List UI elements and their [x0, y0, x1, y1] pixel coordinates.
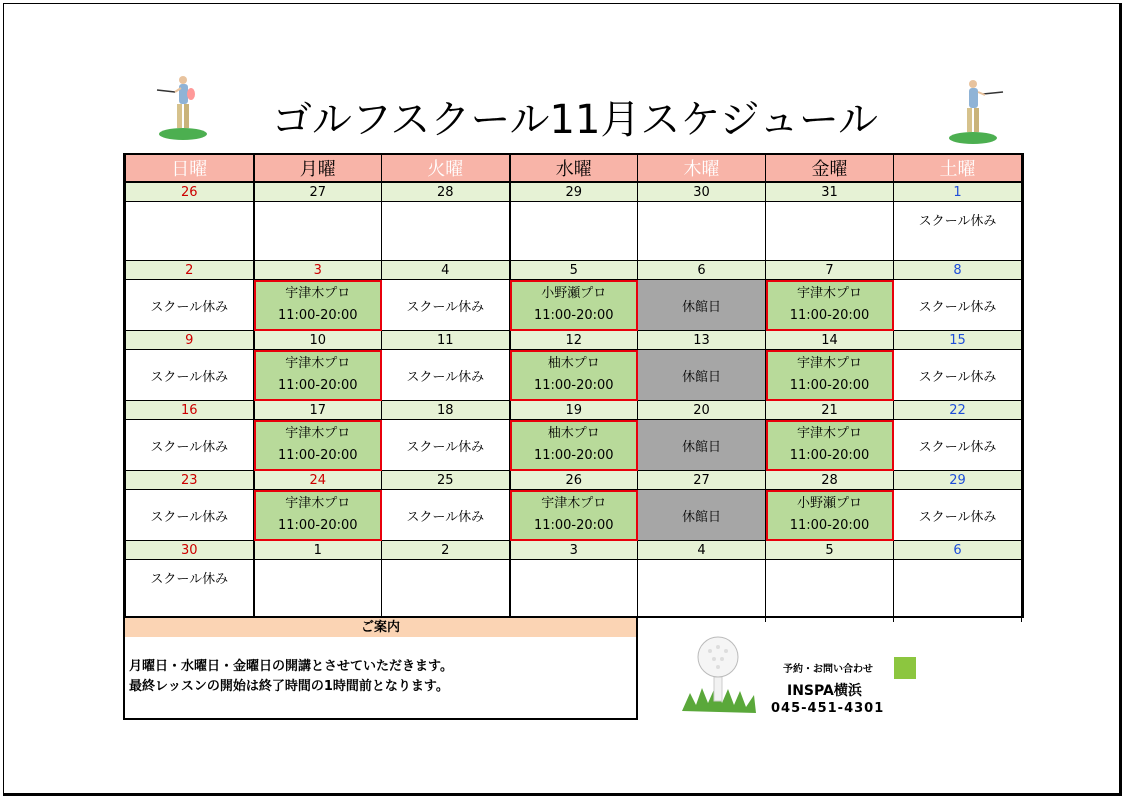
day-number: 20: [638, 401, 766, 420]
weekday-header-mon: 月曜: [254, 155, 382, 182]
lesson-cell: [254, 420, 382, 471]
empty-cell: [510, 560, 638, 623]
lesson-cell: [254, 490, 382, 541]
calendar-table: [125, 155, 1022, 622]
lesson-time: 11:00-20:00: [533, 308, 614, 323]
lesson-cell: [766, 280, 894, 331]
contact-name: INSPA横浜: [787, 683, 862, 699]
closed-day-cell: 休館日: [638, 490, 766, 541]
day-number: 6: [638, 261, 766, 280]
empty-cell: [766, 560, 894, 623]
no-school-cell: スクール休み: [382, 350, 510, 401]
coach-name: 宇津木プロ: [796, 286, 862, 301]
schedule-row: [126, 202, 1022, 261]
day-number: 19: [510, 401, 638, 420]
page-title: ゴルフスクール11月スケジュール: [271, 97, 879, 143]
day-number: 26: [126, 182, 254, 202]
day-number-row: [126, 541, 1022, 560]
golfer-illustration-left: [155, 72, 215, 142]
schedule-row: [126, 560, 1022, 623]
lesson-time: 11:00-20:00: [277, 378, 358, 393]
coach-name: 宇津木プロ: [285, 426, 351, 441]
schedule-row: [126, 490, 1022, 541]
no-school-cell: スクール休み: [894, 202, 1022, 261]
day-number: 10: [254, 331, 382, 350]
lesson-time: 11:00-20:00: [533, 518, 614, 533]
lesson-cell: [510, 350, 638, 401]
info-line-2: 最終レッスンの開始は終了時間の1時間前となります。: [129, 679, 449, 694]
empty-cell: [638, 202, 766, 261]
coach-name: 宇津木プロ: [285, 286, 351, 301]
contact-label: 予約・お問い合わせ: [783, 664, 873, 675]
day-number: 25: [382, 471, 510, 490]
day-number: 29: [894, 471, 1022, 490]
day-number-row: [126, 471, 1022, 490]
day-number: 21: [766, 401, 894, 420]
no-school-cell: スクール休み: [894, 350, 1022, 401]
day-number: 2: [126, 261, 254, 280]
day-number: 7: [766, 261, 894, 280]
empty-cell: [126, 202, 254, 261]
day-number: 30: [638, 182, 766, 202]
weekday-header-row: [126, 155, 1022, 182]
closed-day-cell: 休館日: [638, 280, 766, 331]
inspa-logo-icon: [894, 657, 916, 679]
day-number: 29: [510, 182, 638, 202]
info-box: [123, 618, 638, 720]
info-body: [125, 637, 636, 697]
day-number: 8: [894, 261, 1022, 280]
coach-name: 柚木プロ: [547, 426, 600, 441]
weekday-header-tue: 火曜: [382, 155, 510, 182]
empty-cell: [382, 202, 510, 261]
coach-name: 宇津木プロ: [541, 496, 607, 511]
lesson-time: 11:00-20:00: [277, 448, 358, 463]
day-number-row: [126, 182, 1022, 202]
lesson-time: 11:00-20:00: [789, 308, 870, 323]
no-school-cell: スクール休み: [126, 560, 254, 623]
weekday-header-wed: 水曜: [510, 155, 638, 182]
day-number: 18: [382, 401, 510, 420]
coach-name: 宇津木プロ: [285, 356, 351, 371]
no-school-cell: スクール休み: [894, 280, 1022, 331]
lesson-cell: [254, 350, 382, 401]
lesson-time: 11:00-20:00: [277, 518, 358, 533]
lesson-time: 11:00-20:00: [533, 378, 614, 393]
day-number: 14: [766, 331, 894, 350]
lesson-time: 11:00-20:00: [789, 518, 870, 533]
lesson-cell: [766, 420, 894, 471]
day-number: 11: [382, 331, 510, 350]
day-number: 17: [254, 401, 382, 420]
day-number: 6: [894, 541, 1022, 560]
schedule-row: [126, 420, 1022, 471]
empty-cell: [638, 560, 766, 623]
day-number: 26: [510, 471, 638, 490]
lesson-cell: [766, 490, 894, 541]
empty-cell: [894, 560, 1022, 623]
golf-ball-on-tee-illustration: [678, 633, 758, 715]
lesson-cell: [254, 280, 382, 331]
empty-cell: [510, 202, 638, 261]
day-number: 2: [382, 541, 510, 560]
day-number: 24: [254, 471, 382, 490]
calendar: [123, 153, 1024, 618]
day-number: 27: [638, 471, 766, 490]
no-school-cell: スクール休み: [894, 490, 1022, 541]
no-school-cell: スクール休み: [382, 280, 510, 331]
lesson-cell: [510, 490, 638, 541]
empty-cell: [766, 202, 894, 261]
day-number: 5: [766, 541, 894, 560]
day-number: 4: [638, 541, 766, 560]
coach-name: 柚木プロ: [547, 356, 600, 371]
day-number: 30: [126, 541, 254, 560]
coach-name: 小野瀬プロ: [541, 286, 607, 301]
coach-name: 宇津木プロ: [796, 356, 862, 371]
coach-name: 宇津木プロ: [285, 496, 351, 511]
weekday-header-sat: 土曜: [894, 155, 1022, 182]
info-heading: ご案内: [125, 618, 636, 637]
schedule-row: [126, 350, 1022, 401]
day-number: 16: [126, 401, 254, 420]
lesson-time: 11:00-20:00: [789, 448, 870, 463]
no-school-cell: スクール休み: [126, 350, 254, 401]
no-school-cell: スクール休み: [894, 420, 1022, 471]
closed-day-cell: 休館日: [638, 350, 766, 401]
day-number: 22: [894, 401, 1022, 420]
contact-phone: 045-451-4301: [771, 701, 885, 716]
lesson-time: 11:00-20:00: [789, 378, 870, 393]
closed-day-cell: 休館日: [638, 420, 766, 471]
lesson-time: 11:00-20:00: [277, 308, 358, 323]
day-number: 12: [510, 331, 638, 350]
day-number-row: [126, 261, 1022, 280]
coach-name: 小野瀬プロ: [796, 496, 862, 511]
coach-name: 宇津木プロ: [796, 426, 862, 441]
day-number: 23: [126, 471, 254, 490]
day-number: 28: [766, 471, 894, 490]
golfer-illustration-right: [945, 76, 1005, 146]
no-school-cell: スクール休み: [382, 420, 510, 471]
day-number: 28: [382, 182, 510, 202]
empty-cell: [254, 560, 382, 623]
lesson-cell: [510, 420, 638, 471]
day-number: 5: [510, 261, 638, 280]
day-number: 9: [126, 331, 254, 350]
day-number-row: [126, 331, 1022, 350]
no-school-cell: スクール休み: [126, 280, 254, 331]
empty-cell: [254, 202, 382, 261]
lesson-time: 11:00-20:00: [533, 448, 614, 463]
no-school-cell: スクール休み: [126, 420, 254, 471]
day-number: 15: [894, 331, 1022, 350]
day-number: 1: [254, 541, 382, 560]
no-school-cell: スクール休み: [126, 490, 254, 541]
lesson-cell: [510, 280, 638, 331]
day-number: 4: [382, 261, 510, 280]
day-number: 3: [510, 541, 638, 560]
schedule-row: [126, 280, 1022, 331]
weekday-header-thu: 木曜: [638, 155, 766, 182]
day-number: 27: [254, 182, 382, 202]
day-number: 31: [766, 182, 894, 202]
no-school-cell: スクール休み: [382, 490, 510, 541]
weekday-header-fri: 金曜: [766, 155, 894, 182]
weekday-header-sun: 日曜: [126, 155, 254, 182]
day-number: 1: [894, 182, 1022, 202]
lesson-cell: [766, 350, 894, 401]
day-number: 13: [638, 331, 766, 350]
info-line-1: 月曜日・水曜日・金曜日の開講とさせていただきます。: [129, 659, 453, 674]
day-number-row: [126, 401, 1022, 420]
empty-cell: [382, 560, 510, 623]
day-number: 3: [254, 261, 382, 280]
